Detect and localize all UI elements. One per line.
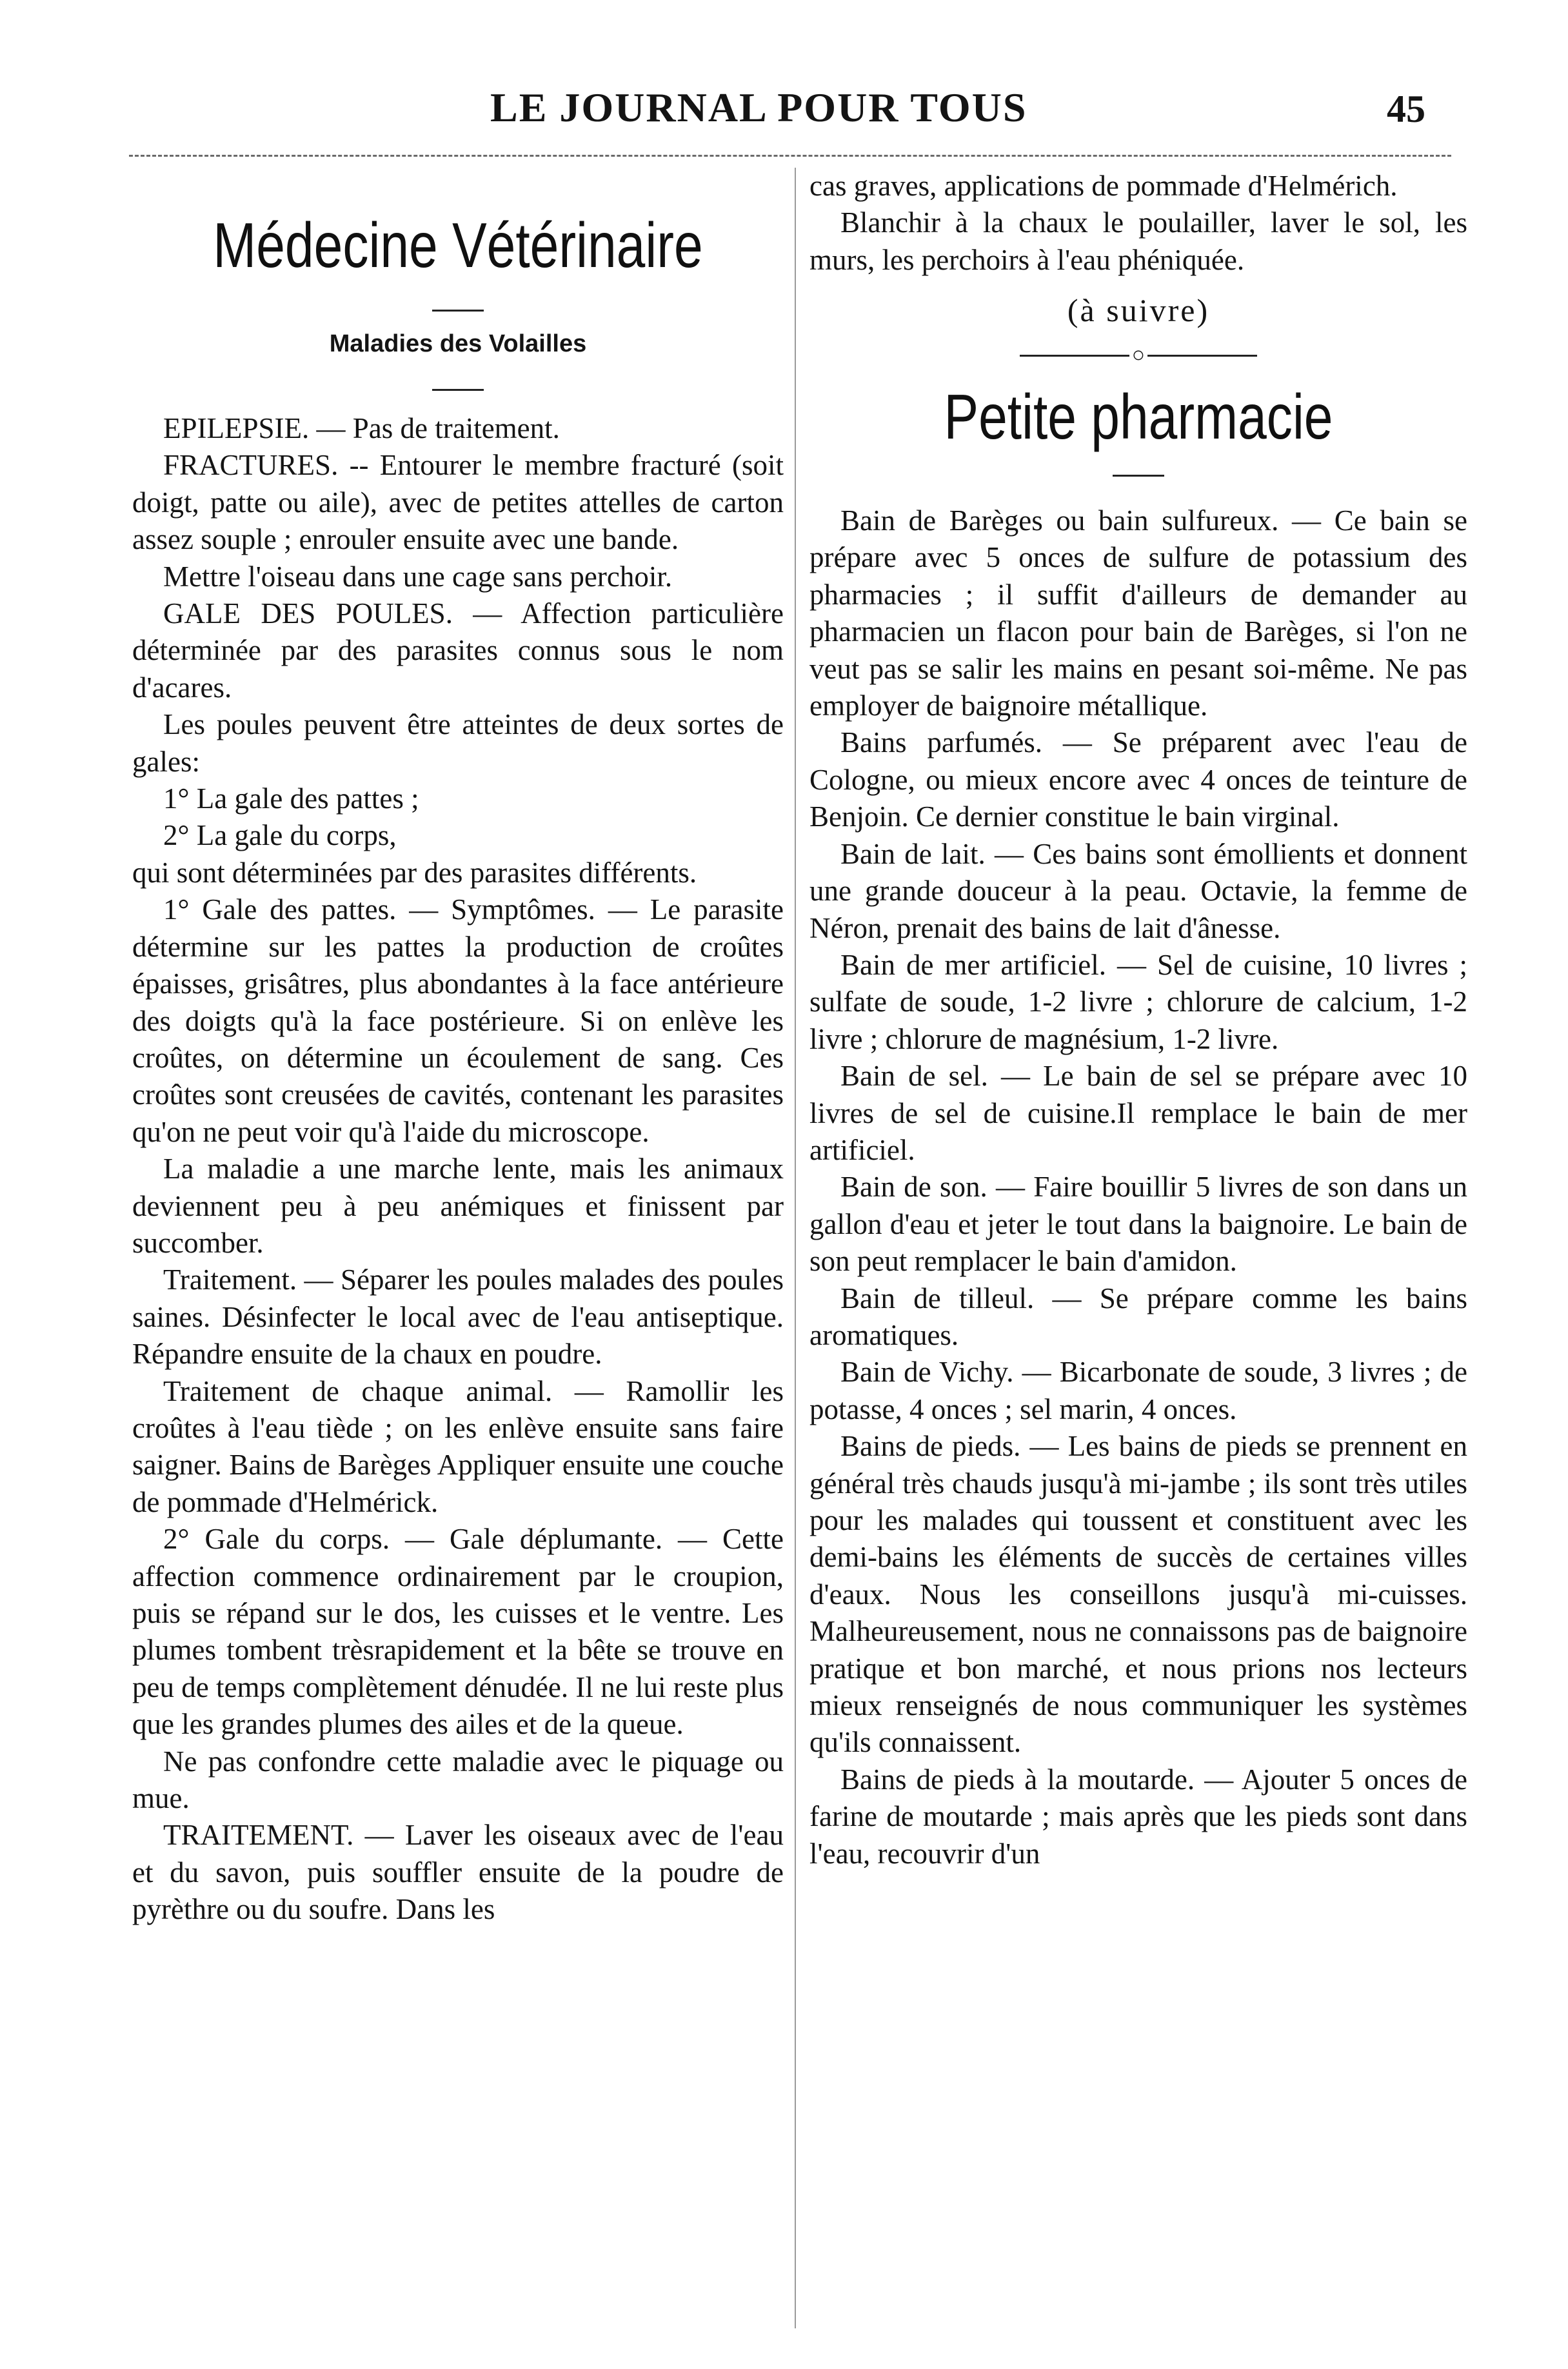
page-header xyxy=(0,0,1568,161)
paragraph: Les poules peuvent être atteintes de deux sortes de gales: xyxy=(132,708,784,778)
paragraph: Ne pas confondre cette maladie avec le piquage ou mue. xyxy=(132,1745,784,1815)
paragraph: Mettre l'oiseau dans une cage sans perchoir. xyxy=(163,560,673,593)
paragraph: 2° Gale du corps. — Gale déplumante. — Cette affection commence ordinairement par le croupion, puis se répand sur le dos, les cuisses et le ventre. Les plumes tombent trèsrapidement et la bête se trouve en peu de temps complètement dénudée. Il ne lui reste plus que les grandes plumes des ailes et de la queue. xyxy=(132,1523,784,1741)
paragraph: Bain de Barèges ou bain sulfureux. — Ce bain se prépare avec 5 onces de sulfure de potassium des pharmacies ; il suffit d'ailleurs de demander au pharmacien un flacon pour bain de Barèges, si l'on ne veut pas se salir les mains en pesant soi-même. Ne pas employer de baignoire métallique. xyxy=(809,504,1467,722)
paragraph: Bains parfumés. — Se préparent avec l'eau de Cologne, ou mieux encore avec 4 onces de teinture de Benjoin. Ce dernier constitue le bain virginal. xyxy=(809,726,1467,833)
paragraph: Bain de mer artificiel. — Sel de cuisine, 10 livres ; sulfate de soude, 1-2 livre ; chlorure de calcium, 1-2 livre ; chlorure de magnésium, 1-2 livre. xyxy=(809,948,1467,1055)
paragraph: GALE DES POULES. — Affection particulière déterminée par des parasites connus sous le nom d'acares. xyxy=(132,597,784,704)
paragraph: Bain de tilleul. — Se prépare comme les bains aromatiques. xyxy=(809,1282,1467,1351)
section-divider xyxy=(809,337,1467,372)
paragraph: EPILEPSIE. — Pas de traitement. xyxy=(163,412,560,444)
paragraph: 1° Gale des pattes. — Symptômes. — Le parasite détermine sur les pattes la production de croûtes épaisses, grisâtres, plus abondantes à la face antérieure des doigts qu'à la face postérieure. Si on enlève les croûtes, on détermine un écoulement de sang. Ces croûtes sont creusées de cavités, contenant les parasites qu'on ne peut voir qu'à l'aide du microscope. xyxy=(132,893,784,1148)
article-title-petite-pharmacie: Petite pharmacie xyxy=(944,381,1333,453)
paragraph: Traitement. — Séparer les poules malades des poules saines. Désinfecter le local avec de l'eau antiseptique. Répandre ensuite de la chaux en poudre. xyxy=(132,1264,784,1371)
column-divider xyxy=(795,168,796,2328)
right-column xyxy=(809,168,1467,2348)
right-article-body xyxy=(809,502,1467,1872)
running-title: LE JOURNAL POUR TOUS xyxy=(490,84,1027,130)
paragraph: Bains de pieds à la moutarde. — Ajouter 5 onces de farine de moutarde ; mais après que les pieds sont dans l'eau, recouvrir d'un xyxy=(809,1763,1467,1870)
paragraph: Bains de pieds. — Les bains de pieds se prennent en général très chauds jusqu'à mi-jambe ; ils sont très utiles pour les malades qui toussent et constituent avec les demi-bains les éléments de succès de certaines villes d'eaux. Nous les conseillons jusqu'à mi-cuisses. Malheureusement, nous ne connaissons pas de baignoire pratique et bon marché, et nous prions nos lecteurs mieux renseignés de nous communiquer les systèmes qu'ils connaissent. xyxy=(809,1430,1467,1759)
left-article-body xyxy=(132,410,784,1928)
paragraph: 1° La gale des pattes ; xyxy=(163,782,419,815)
article-title-medecine-veterinaire: Médecine Vétérinaire xyxy=(213,210,703,281)
paragraph: 2° La gale du corps, xyxy=(163,819,397,852)
ring-ornament-icon: ○ xyxy=(1131,343,1146,368)
paragraph: Bain de sel. — Le bain de sel se prépare avec 10 livres de sel de cuisine.Il remplace le bain de mer artificiel. xyxy=(809,1060,1467,1166)
paragraph: Traitement de chaque animal. — Ramollir les croûtes à l'eau tiède ; on les enlève ensuite sans faire saigner. Bains de Barèges Appliquer ensuite une couche de pommade d'Helmérick. xyxy=(132,1374,784,1518)
page-number: 45 xyxy=(1387,88,1425,130)
paragraph: FRACTURES. -- Entourer le membre fracturé (soit doigt, patte ou aile), avec de petites attelles de carton assez souple ; enrouler ensuite avec une bande. xyxy=(132,449,784,556)
paragraph: Bain de son. — Faire bouillir 5 livres de son dans un gallon d'eau et jeter le tout dans la baignoire. Le bain de son peut remplacer le bain d'amidon. xyxy=(809,1171,1467,1278)
paragraph: Bain de lait. — Ces bains sont émollients et donnent une grande douceur à la peau. Octavie, la femme de Néron, prenait des bains de lait d'ânesse. xyxy=(809,837,1467,944)
paragraph: cas graves, applications de pommade d'Helmérich. xyxy=(809,170,1398,202)
paragraph: Bain de Vichy. — Bicarbonate de soude, 3 livres ; de potasse, 4 onces ; sel marin, 4 onces. xyxy=(809,1356,1467,1425)
paragraph: Blanchir à la chaux le poulailler, laver le sol, les murs, les perchoirs à l'eau phéniquée. xyxy=(809,206,1467,276)
paragraph: qui sont déterminées par des parasites différents. xyxy=(132,856,697,889)
header-rule xyxy=(129,155,1451,157)
left-column xyxy=(132,168,784,2348)
article-subtitle: Maladies des Volailles xyxy=(329,330,587,357)
title-rule xyxy=(432,310,484,312)
continued-article-end xyxy=(809,168,1467,279)
paragraph: La maladie a une marche lente, mais les animaux deviennent peu à peu anémiques et finissent par succomber. xyxy=(132,1153,784,1259)
to-be-continued: (à suivre) xyxy=(1067,292,1210,329)
paragraph: TRAITEMENT. — Laver les oiseaux avec de l'eau et du savon, puis souffler ensuite de la poudre de pyrèthre ou du soufre. Dans les xyxy=(132,1819,784,1926)
